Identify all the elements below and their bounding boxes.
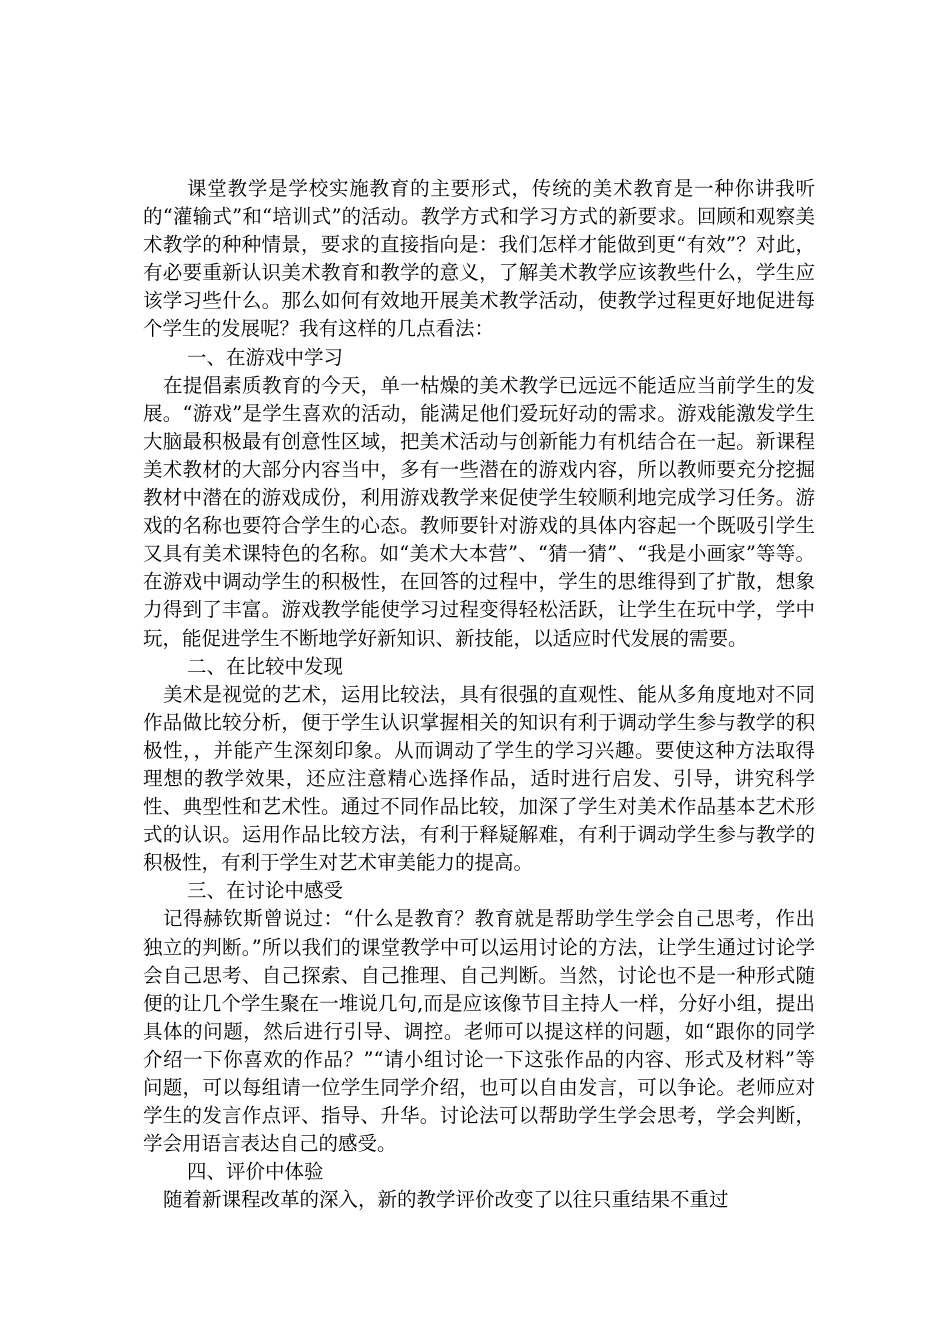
section-body-2: 美术是视觉的艺术，运用比较法，具有很强的直观性、能从多角度地对不同作品做比较分析，便于学生认识掌握相关的知识有利于调动学生参与教学的积极性，，并能产生深刻印象。从而调动了学生的学习兴趣。要使这种方法取得理想的教学效果，还应注意精心选择作品，适时进行启发、引导，讲究科学性、典型性和艺术性。通过不同作品比较，加深了学生对美术作品基本艺术形式的认识。运用作品比较方法，有利于释疑解难，有利于调动学生参与教学的积极性，有利于学生对艺术审美能力的提高。 — [143, 682, 815, 875]
section-heading-2: 二、在比较中发现 — [187, 654, 344, 678]
section-body-3: 记得赫钦斯曾说过：“什么是教育？教育就是帮助学生学会自己思考，作出独立的判断。”所以我们的课堂教学中可以运用讨论的方法，让学生通过讨论学会自己思考、自己探索、自己推理、自己判断。当然，讨论也不是一种形式随便的让几个学生聚在一堆说几句,而是应该像节目主持人一样，分好小组，提出具体的问题，然后进行引导、调控。老师可以提这样的问题，如“跟你的同学介绍一下你喜欢的作品？”“请小组讨论一下这张作品的内容、形式及材料”等问题，可以每组请一位学生同学介绍，也可以自由发言，可以争论。老师应对学生的发言作点评、指导、升华。讨论法可以帮助学生学会思考，学会判断，学会用语言表达自己的感受。 — [143, 907, 815, 1156]
section-heading-3: 三、在讨论中感受 — [187, 879, 344, 903]
section-body-1: 在提倡素质教育的今天，单一枯燥的美术教学已远远不能适应当前学生的发展。“游戏”是学生喜欢的活动，能满足他们爱玩好动的需求。游戏能激发学生大脑最积极最有创意性区域，把美术活动与创新能力有机结合在一起。新课程美术教材的大部分内容当中，多有一些潜在的游戏内容，所以教师要充分挖掘教材中潜在的游戏成份，利用游戏教学来促使学生较顺利地完成学习任务。游戏的名称也要符合学生的心态。教师要针对游戏的具体内容起一个既吸引学生又具有美术课特色的名称。如“美术大本营”、“猜一猜”、“我是小画家”等等。在游戏中调动学生的积极性，在回答的过程中，学生的思维得到了扩散，想象力得到了丰富。游戏教学能使学习过程变得轻松活跃，让学生在玩中学，学中玩，能促进学生不断地学好新知识、新技能，以适应时代发展的需要。 — [143, 373, 815, 650]
document-body — [143, 175, 815, 1214]
section-body-4: 随着新课程改革的深入，新的教学评价改变了以往只重结果不重过 — [163, 1188, 729, 1212]
section-heading-4: 四、评价中体验 — [187, 1160, 324, 1184]
intro-paragraph: 课堂教学是学校实施教育的主要形式，传统的美术教育是一种你讲我听的“灌输式”和“培训式”的活动。教学方式和学习方式的新要求。回顾和观察美术教学的种种情景，要求的直接指向是：我们怎样才能做到更“有效”？对此，有必要重新认识美术教育和教学的意义，了解美术教学应该教些什么，学生应该学习些什么。那么如何有效地开展美术教学活动，使教学过程更好地促进每个学生的发展呢？我有这样的几点看法： — [143, 177, 815, 341]
section-heading-1: 一、在游戏中学习 — [187, 345, 344, 369]
